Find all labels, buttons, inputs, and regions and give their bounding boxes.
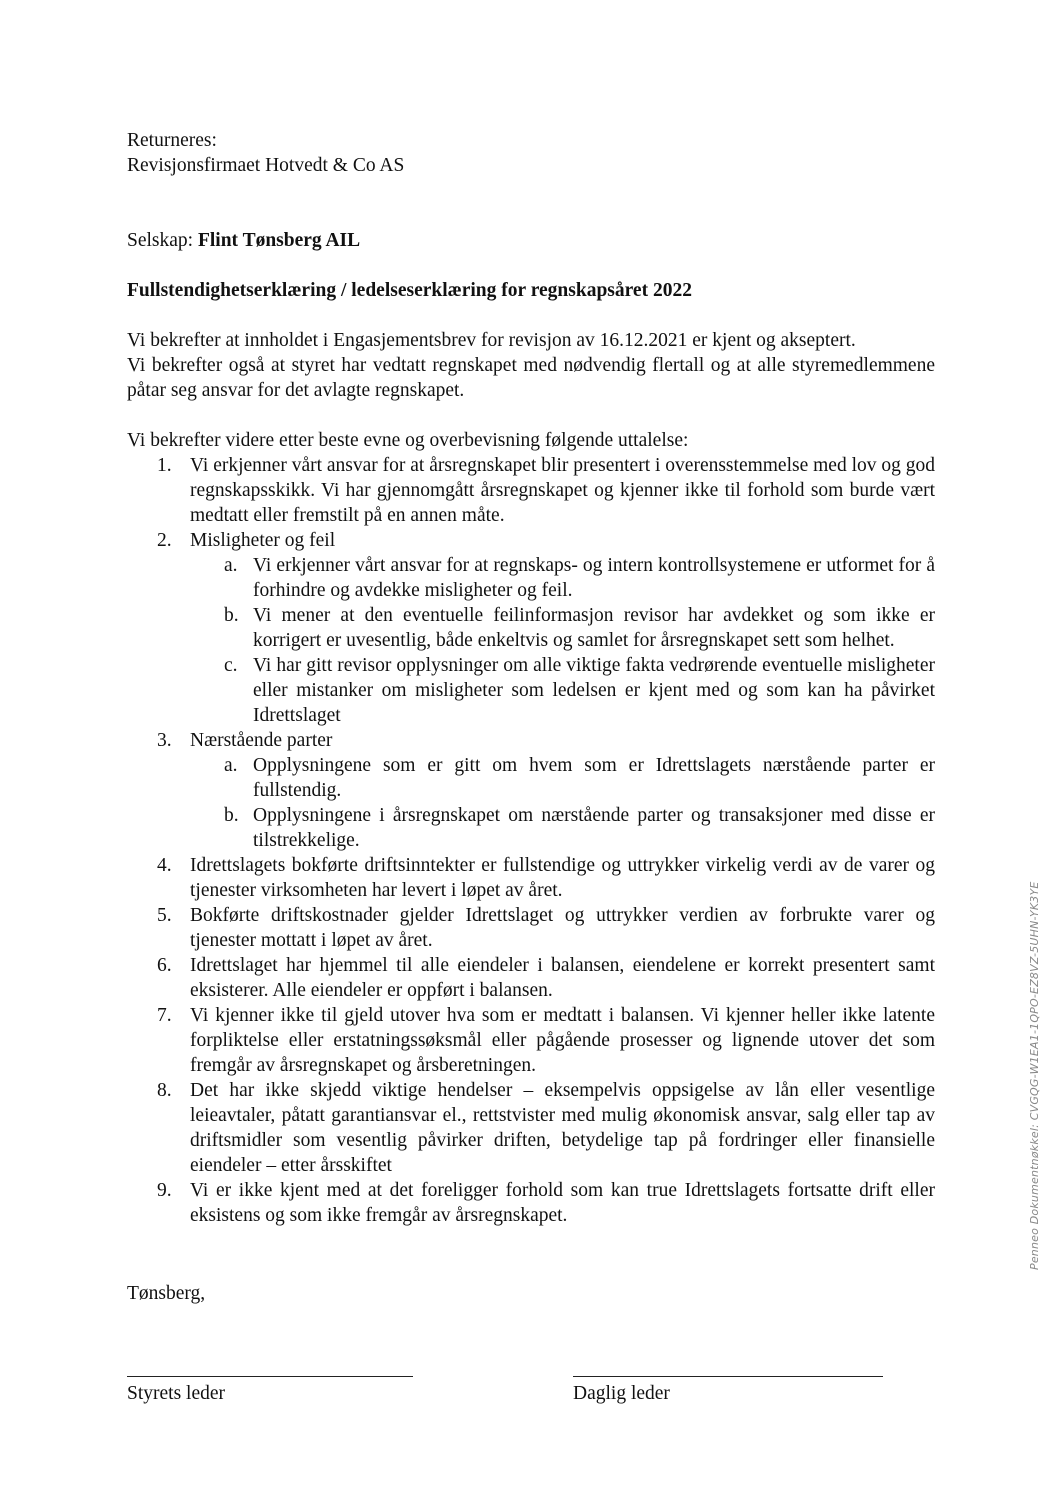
statement-number: 6. bbox=[157, 955, 172, 976]
document-title: Fullstendighetserklæring / ledelseserklæring for regnskapsåret 2022 bbox=[127, 280, 692, 301]
return-recipient: Revisjonsfirmaet Hotvedt & Co AS bbox=[127, 155, 405, 176]
statement-text: Bokførte driftskostnader gjelder Idrettslaget og uttrykker verdien av forbrukte varer og tjenester mottatt i løpet av året. bbox=[190, 905, 935, 951]
sub-item bbox=[190, 753, 935, 803]
sub-letter: a. bbox=[224, 555, 238, 576]
company-name: Flint Tønsberg AIL bbox=[197, 230, 361, 251]
document-body bbox=[127, 128, 935, 1228]
statement-text: Vi kjenner ikke til gjeld utover hva som er medtatt i balansen. Vi kjenner heller ikke latente forpliktelse eller erstatningssøksmål eller pågående prosesser og lignende utover det som fremgår av årsregnskapet og årsberetningen. bbox=[190, 1005, 935, 1076]
sub-item bbox=[190, 653, 935, 728]
sub-letter: b. bbox=[224, 605, 239, 626]
sub-list bbox=[190, 553, 935, 728]
statement-item bbox=[127, 1078, 935, 1178]
statement-number: 2. bbox=[157, 530, 172, 551]
statement-item bbox=[127, 1003, 935, 1078]
sub-text: Opplysningene i årsregnskapet om nærstående parter og transaksjoner med disse er tilstrekkelige. bbox=[253, 805, 935, 851]
sub-text: Opplysningene som er gitt om hvem som er Idrettslagets nærstående parter er fullstendig. bbox=[253, 755, 935, 801]
statement-item bbox=[127, 903, 935, 953]
penneo-document-key: Penneo Dokumentnøkkel: CVGQG-W1EA1-1QPO-EZ8VZ-5UHN-YK3YE bbox=[1028, 881, 1041, 1270]
statement-item bbox=[127, 853, 935, 903]
statement-item bbox=[127, 453, 935, 528]
sub-item bbox=[190, 553, 935, 603]
sub-item bbox=[190, 803, 935, 853]
statement-text: Misligheter og feil bbox=[190, 530, 336, 551]
sub-text: Vi mener at den eventuelle feilinformasjon revisor har avdekket og som ikke er korrigert er uvesentlig, både enkeltvis og samlet for årsregnskapet sett som helhet. bbox=[253, 605, 935, 651]
company-line bbox=[127, 228, 935, 253]
statement-item bbox=[127, 528, 935, 728]
statement-lead: Vi bekrefter videre etter beste evne og overbevisning følgende uttalelse: bbox=[127, 430, 689, 451]
statement-list bbox=[127, 453, 935, 1228]
statement-number: 5. bbox=[157, 905, 172, 926]
statement-text: Vi erkjenner vårt ansvar for at årsregnskapet blir presentert i overensstemmelse med lov og god regnskapsskikk. Vi har gjennomgått årsregnskapet og kjenner ikke til forhold som burde vært medtatt eller fremstilt på en annen måte. bbox=[190, 455, 935, 526]
signature-label-right: Daglig leder bbox=[573, 1383, 670, 1404]
signature-label-left: Styrets leder bbox=[127, 1383, 226, 1404]
intro-line-1: Vi bekrefter at innholdet i Engasjementsbrev for revisjon av 16.12.2021 er kjent og akseptert. bbox=[127, 330, 856, 351]
statement-text: Det har ikke skjedd viktige hendelser – eksempelvis oppsigelse av lån eller vesentlige leieavtaler, påtatt garantiansvar el., rettstvister med mulig økonomisk ansvar, salg eller tap av driftsmidler som vesentlig påvirker driften, betydelige tap på fordringer eller finansielle eiendeler – etter årsskiftet bbox=[190, 1080, 935, 1176]
intro-paragraph bbox=[127, 328, 935, 403]
sub-list bbox=[190, 753, 935, 853]
statement-number: 8. bbox=[157, 1080, 172, 1101]
statement-text: Idrettslaget har hjemmel til alle eiendeler i balansen, eiendelene er korrekt presentert samt eksisterer. Alle eiendeler er oppført i balansen. bbox=[190, 955, 935, 1001]
statement-number: 1. bbox=[157, 455, 172, 476]
signature-board-chair bbox=[127, 1376, 413, 1405]
statement-number: 9. bbox=[157, 1180, 172, 1201]
statement-number: 7. bbox=[157, 1005, 172, 1026]
sub-letter: b. bbox=[224, 805, 239, 826]
return-label: Returneres: bbox=[127, 130, 217, 151]
sub-item bbox=[190, 603, 935, 653]
company-label: Selskap: bbox=[127, 230, 198, 251]
statement-text: Idrettslagets bokførte driftsinntekter er fullstendige og uttrykker virkelig verdi av de varer og tjenester virksomheten har levert i løpet av året. bbox=[190, 855, 935, 901]
sub-letter: a. bbox=[224, 755, 238, 776]
signature-general-manager bbox=[573, 1376, 883, 1405]
statement-item bbox=[127, 1178, 935, 1228]
sub-letter: c. bbox=[224, 655, 238, 676]
signature-line-right bbox=[573, 1376, 883, 1377]
sub-text: Vi har gitt revisor opplysninger om alle viktige fakta vedrørende eventuelle misligheter eller mistanker om misligheter som ledelsen er kjent med og som kan ha påvirket Idrettslaget bbox=[253, 655, 935, 726]
statement-text: Vi er ikke kjent med at det foreligger forhold som kan true Idrettslagets fortsatte drift eller eksistens og som ikke fremgår av årsregnskapet. bbox=[190, 1180, 935, 1226]
place-line: Tønsberg, bbox=[127, 1283, 206, 1304]
statement-item bbox=[127, 953, 935, 1003]
statement-text: Nærstående parter bbox=[190, 730, 333, 751]
intro-line-2: Vi bekrefter også at styret har vedtatt regnskapet med nødvendig flertall og at alle styremedlemmene påtar seg ansvar for det avlagte regnskapet. bbox=[127, 355, 935, 401]
statement-number: 3. bbox=[157, 730, 172, 751]
signature-line-left bbox=[127, 1376, 413, 1377]
statement-item bbox=[127, 728, 935, 853]
sub-text: Vi erkjenner vårt ansvar for at regnskaps- og intern kontrollsystemene er utformet for å forhindre og avdekke misligheter og feil. bbox=[253, 555, 935, 601]
statement-number: 4. bbox=[157, 855, 172, 876]
